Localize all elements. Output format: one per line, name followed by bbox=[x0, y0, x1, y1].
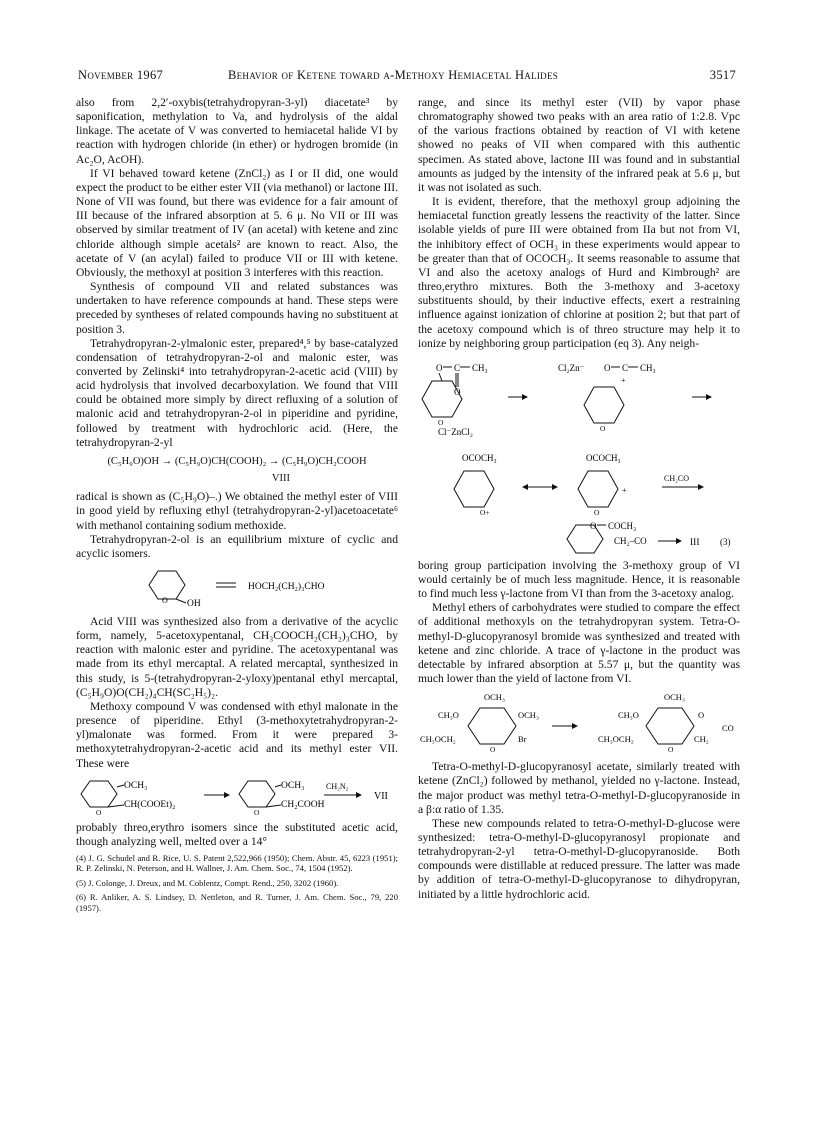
paragraph: boring group participation involving the 3-methoxy group of VI would certainly be of much less magnitude. Hence, it is reasonable to find much less γ-lactone from VI than from the 3-acetoxy analog. bbox=[418, 558, 740, 601]
svg-text:C: C bbox=[454, 362, 461, 373]
svg-text:O: O bbox=[590, 520, 597, 531]
footnote-6: (6) R. Anliker, A. S. Lindsey, D. Nettleton, and R. Turner, J. Am. Chem. Soc., 79, 220 (1957). bbox=[76, 892, 398, 913]
paragraph: radical is shown as (C₅H₉O)–.) We obtained the methyl ester of VIII in good yield by refluxing ethyl (tetrahydropyran-2-yl)acetoacetate⁶ with methanol containing sodium methoxide. bbox=[76, 490, 398, 532]
paragraph: Synthesis of compound VII and related substances was undertaken to have reference compounds at hand. These steps were preceded by syntheses of related compounds having no substituent at position 3. bbox=[76, 280, 398, 336]
methoxy-malonate-scheme bbox=[76, 775, 398, 817]
g-och3-c: OCH₃ bbox=[664, 692, 685, 703]
paragraph: also from 2,2′-oxybis(tetrahydropyran-3-yl) diacetate³ by saponification, methylation to Va, and hydrolysis of the aldal linkage. The acetate of V was converted to hemiacetal halide VI by reaction with hydrogen chloride (in ether) or hydrogen bromide (in Ac₂O, AcOH). bbox=[76, 96, 398, 166]
g-ch3och2-a: CH₃OCH₂ bbox=[420, 734, 456, 745]
paragraph: range, and since its methyl ester (VII) by vapor phase chromatography showed two peaks with an area ratio of 1:2.8. Vpc of the various fractions obtained by reaction of VI with ketene showed no peaks of VII when compared with this authentic specimen. As stated above, lactone III was found and in substantial amounts as judged by the intensity of the infrared peak at 5.6 μ, but it was not isolated as such. bbox=[418, 96, 740, 194]
paragraph: Tetrahydropyran-2-ylmalonic ester, prepared⁴,⁵ by base-catalyzed condensation of tetrahydropyran-2-ol and malonic ester, was converted by Zelinski⁴ into tetrahydropyran-2-acetic acid (VIII) by acid hydrolysis that involved decarboxylation. We found that VIII could be obtained more simply by direct refluxing of a solution of malonic acid and tetrahydropyran-2-ol in piperidine and pyridine, followed by treatment with hydrochloric acid. (Here, the tetrahydropyran-2-yl bbox=[76, 336, 398, 449]
scheme-cl2zn: Cl₂Zn⁻ bbox=[558, 362, 585, 373]
svg-text:+: + bbox=[621, 375, 626, 385]
svg-text:O+: O+ bbox=[480, 507, 490, 517]
scheme-ch3-b: CH₃ bbox=[640, 362, 656, 373]
scheme-ococh3-a: OCOCH₃ bbox=[462, 452, 497, 463]
paragraph: Tetra-O-methyl-D-glucopyranosyl acetate, similarly treated with ketene (ZnCl₂) followed by methanol, yielded no γ-lactone. Instead, the major product was methyl tetra-O-methyl-D-glucopyranoside in a β:α ratio of 1.35. bbox=[418, 760, 740, 816]
g-br: Br bbox=[518, 734, 527, 745]
acyclic-form-label: HOCH₂(CH₂)₃CHO bbox=[248, 582, 325, 592]
scheme-ococh3-b: OCOCH₃ bbox=[586, 452, 621, 463]
g-ch3och2-b: CH₃OCH₂ bbox=[598, 734, 634, 745]
svg-text:O: O bbox=[438, 417, 444, 427]
footnote-5: (5) J. Colonge, J. Dreux, and M. Coblentz, Compt. Rend., 250, 3202 (1960). bbox=[76, 877, 339, 888]
g-ch3o-b: CH₃O bbox=[618, 710, 639, 721]
paragraph: Methoxy compound V was condensed with ethyl malonate in the presence of piperidine. Ethyl (3-methoxytetrahydropyran-2-yl)malonate was formed. From it were prepared 3-methoxytetrahydropyran-2-acetic acid and its methyl ester VII. These were bbox=[76, 699, 398, 770]
paragraph: Acid VIII was synthesized also from a derivative of the acyclic form, namely, 5-acetoxypentanal, CH₃COOCH₂(CH₂)₃CHO, by reaction with malonic ester and pyridine. The acetoxypentanal was made from its ethyl mercaptal. A related mercaptal, synthesized in this study, is 5-(tetrahydropyran-2-yloxy)pentanal ethyl mercaptal, (C₅H₉O)O(CH₂)₄CH(SC₂H₅)₂. bbox=[76, 615, 398, 699]
equation-viii: (C₅H₉O)OH → (C₅H₉O)CH(COOH)₂ → (C₅H₉O)CH₂COOH bbox=[107, 455, 367, 467]
scheme-product-iii: III bbox=[690, 537, 700, 548]
svg-text:O: O bbox=[490, 745, 496, 755]
running-header bbox=[78, 68, 736, 88]
svg-text:O: O bbox=[604, 362, 611, 373]
svg-text:O: O bbox=[96, 807, 102, 817]
header-title: Behavior of Ketene toward α-Methoxy Hemiacetal Halides bbox=[228, 68, 559, 82]
glucopyranosyl-scheme bbox=[418, 690, 740, 756]
scheme-och3-a: OCH₃ bbox=[124, 780, 148, 791]
footnote-4: (4) J. G. Schudel and R. Rice, U. S. Patent 2,522,966 (1950); Chem. Abstr. 45, 6223 (1951); R. P. Zelinski, N. Peterson, and H. Wallner, J. Am. Chem. Soc., 74, 1504 (1952). bbox=[76, 853, 398, 874]
scheme-product-vii: VII bbox=[374, 790, 388, 802]
equation-label: VIII bbox=[271, 473, 290, 485]
g-och3-b: OCH₃ bbox=[518, 710, 539, 721]
paragraph: Methyl ethers of carbohydrates were studied to compare the effect of additional methoxyls on the tetrahydropyran system. Tetra-O-methyl-D-glucopyranosyl bromide was synthesized and treated with ketene and zinc chloride. A trace of γ-lactone in the product was detectable by infrared absorption at 5.57 μ, but the quantity was much lower than the yield of lactone from VI. bbox=[418, 601, 740, 686]
svg-text:O: O bbox=[454, 386, 461, 397]
svg-text:O: O bbox=[436, 362, 443, 373]
g-ch3o-a: CH₃O bbox=[438, 710, 459, 721]
header-date: November 1967 bbox=[78, 68, 164, 82]
scheme-ketene: CH₂CO bbox=[664, 473, 690, 483]
right-column bbox=[418, 96, 740, 902]
svg-text:O: O bbox=[600, 423, 606, 433]
scheme-ch3: CH₃ bbox=[472, 362, 488, 373]
svg-text:C: C bbox=[622, 362, 629, 373]
equation-number: (3) bbox=[720, 536, 731, 547]
svg-text:+: + bbox=[622, 485, 627, 495]
g-ch2: CH₂ bbox=[694, 734, 709, 745]
page-number: 3517 bbox=[709, 68, 736, 82]
tetrahydropyranol-equilibrium-figure bbox=[76, 565, 398, 611]
paragraph: Tetrahydropyran-2-ol is an equilibrium mixture of cyclic and acyclic isomers. bbox=[76, 532, 398, 560]
svg-text:O: O bbox=[162, 596, 168, 605]
neighboring-group-scheme bbox=[418, 355, 740, 555]
scheme-malonate: CH(COOEt)₂ bbox=[124, 799, 176, 810]
paragraph: probably threo,erythro isomers since the substituted acetic acid, though analyzing well, melted over a 14° bbox=[76, 820, 398, 848]
svg-text:O: O bbox=[594, 507, 600, 517]
paragraph: It is evident, therefore, that the methoxyl group adjoining the hemiacetal function greatly lessens the reactivity of the latter. Since isolable yields of pure III were obtained from IIa but not from VI, the inhibitory effect of OCH₃ in these experiments would appear to be greater than that of OCOCH₃. It seems reasonable to assume that VI and also the acetoxy analogs of Hurd and Kimbrough² are threo,erythro mixtures. Both the 3-methoxy and 3-acetoxy substituents should, by their inductive effects, exert a restraining influence against ionization of chlorine at position 2; but that part of the acetoxy compound which is of threo structure may help it to ionize by neighboring group participation (eq 3). Any neigh- bbox=[418, 195, 740, 350]
paragraph: These new compounds related to tetra-O-methyl-D-glucose were synthesized: tetra-O-methyl-D-glucopyranosyl propionate and tetrahydropyran-2-yl tetra-O-methyl-D-glucopyranoside. Both compounds were distillable at reduced pressure. The latter was made by addition of tetra-O-methyl-D-glucopyranose to dihydropyran, initiated by a little hydrochloric acid. bbox=[418, 816, 740, 901]
svg-text:O: O bbox=[254, 807, 260, 817]
scheme-reagent: CH₂N₂ bbox=[326, 781, 349, 791]
svg-text:O: O bbox=[668, 745, 674, 755]
g-co: CO bbox=[722, 723, 734, 734]
g-o: O bbox=[698, 710, 705, 721]
left-column bbox=[76, 96, 398, 913]
oh-label: OH bbox=[187, 599, 201, 609]
scheme-ch2cooh: CH₂COOH bbox=[281, 799, 325, 810]
scheme-och3-b: OCH₃ bbox=[281, 780, 305, 791]
g-och3-a: OCH₃ bbox=[484, 692, 505, 703]
paragraph: If VI behaved toward ketene (ZnCl₂) as I or II did, one would expect the product to be either ester VII (via methanol) or lactone III. None of VII was found, but there was evidence for a fair amount of III because of the infrared absorption at 5. 6 μ. No VII or III was observed by similar treatment of IV (an acetal) with ketene and zinc chloride although simple acetals² are known to react. Also, the acetate of V (an acylal) failed to produce VII or III with ketene. Obviously, the methoxyl at position 3 interferes with this reaction. bbox=[76, 166, 398, 279]
scheme-ch2co-chain: CH₂–CO bbox=[614, 535, 647, 546]
scheme-cl-zncl2: Cl⁻ZnCl₂ bbox=[438, 426, 473, 437]
scheme-coch3: COCH₃ bbox=[608, 520, 637, 531]
